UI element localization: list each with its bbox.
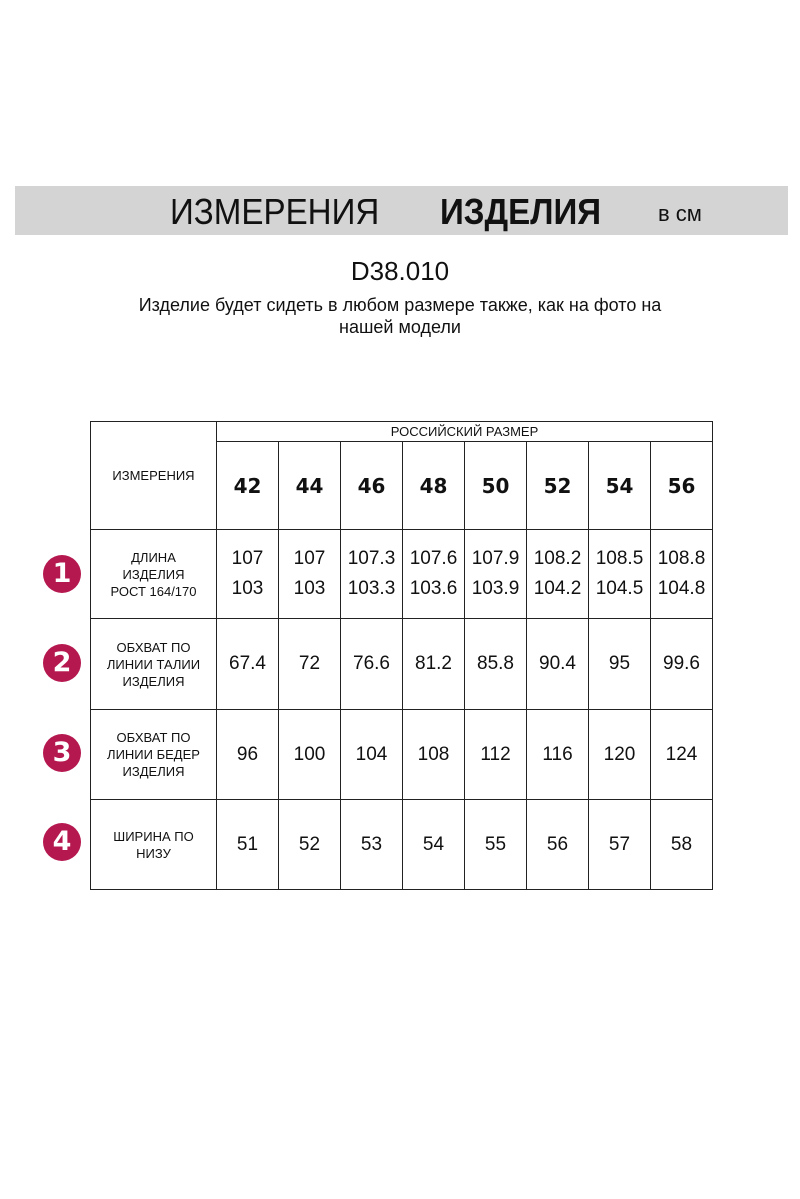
value-cell: 116 [527,710,589,800]
value-secondary: 103.6 [409,578,458,599]
size-header-50: 50 [465,442,527,530]
value-cell: 52 [279,800,341,890]
size-table [90,421,713,890]
row-number-badge: 4 [43,823,81,861]
value-secondary: 104.8 [657,578,706,599]
value-cell: 96 [217,710,279,800]
value-primary: 107.9 [471,548,520,569]
value-cell: 55 [465,800,527,890]
value-cell: 56 [527,800,589,890]
size-header-48: 48 [403,442,465,530]
row-label [91,619,217,710]
value-secondary: 104.2 [533,578,582,599]
value-secondary: 103 [293,578,326,599]
value-primary: 107 [293,548,326,569]
fit-note-line: нашей модели [339,317,461,337]
row-number-badge: 1 [43,555,81,593]
size-header-56: 56 [651,442,713,530]
row-label-line: РОСТ 164/170 [110,583,197,599]
row-label-line: ШИРИНА ПО [113,828,194,844]
table-row [91,710,713,800]
value-primary: 107 [231,548,264,569]
size-header-54: 54 [589,442,651,530]
row-label-line: ИЗДЕЛИЯ [122,764,185,779]
size-group-label: РОССИЙСКИЙ РАЗМЕР [217,422,713,442]
value-cell [651,530,713,619]
value-primary: 107.6 [409,548,458,569]
value-primary: 108.2 [533,548,582,569]
row-label-line: ИЗДЕЛИЯ [122,566,185,582]
value-cell [341,530,403,619]
value-secondary: 103.9 [471,578,520,599]
value-cell [465,530,527,619]
value-cell: 76.6 [341,619,403,710]
value-cell: 90.4 [527,619,589,710]
value-primary: 108.8 [657,548,706,569]
row-label-line: ОБХВАТ ПО [116,730,191,745]
row-label-line: НИЗУ [136,845,171,861]
row-label-line: ЛИНИИ ТАЛИИ [106,656,201,672]
value-cell: 112 [465,710,527,800]
product-code: D38.010 [350,256,450,286]
value-cell: 99.6 [651,619,713,710]
row-label [91,710,217,800]
row-label [91,800,217,890]
size-header-42: 42 [217,442,279,530]
value-cell: 85.8 [465,619,527,710]
value-cell: 58 [651,800,713,890]
table-row [91,530,713,619]
unit-label: в см [658,201,702,226]
value-cell: 104 [341,710,403,800]
table-row [91,619,713,710]
value-cell: 95 [589,619,651,710]
value-primary: 107.3 [347,548,396,569]
value-secondary: 103.3 [347,578,396,599]
value-cell [279,530,341,619]
value-cell [589,530,651,619]
value-primary: 108.5 [595,548,644,569]
value-cell: 67.4 [217,619,279,710]
value-cell: 81.2 [403,619,465,710]
value-secondary: 103 [231,578,264,599]
size-header-46: 46 [341,442,403,530]
value-cell: 72 [279,619,341,710]
fit-note-line: Изделие будет сидеть в любом размере также, как на фото на [138,295,662,315]
value-cell [217,530,279,619]
size-header-44: 44 [279,442,341,530]
value-cell: 100 [279,710,341,800]
row-label-line: ЛИНИИ БЕДЕР [107,747,200,762]
value-cell [403,530,465,619]
corner-label: ИЗМЕРЕНИЯ [91,422,217,530]
value-cell: 108 [403,710,465,800]
value-cell: 120 [589,710,651,800]
title-regular: ИЗМЕРЕНИЯ [170,191,380,232]
title-bold: ИЗДЕЛИЯ [440,191,602,232]
value-cell: 124 [651,710,713,800]
fit-note [100,294,700,338]
size-header-52: 52 [527,442,589,530]
table-row [91,800,713,890]
row-number-badge: 3 [43,734,81,772]
row-label-line: ОБХВАТ ПО [116,639,191,655]
row-label [91,530,217,619]
value-cell: 57 [589,800,651,890]
value-cell: 54 [403,800,465,890]
value-cell: 53 [341,800,403,890]
row-number-badge: 2 [43,644,81,682]
title-banner [15,186,788,235]
value-cell: 51 [217,800,279,890]
value-cell [527,530,589,619]
row-label-line: ИЗДЕЛИЯ [122,673,185,689]
value-secondary: 104.5 [595,578,644,599]
row-label-line: ДЛИНА [131,549,176,565]
